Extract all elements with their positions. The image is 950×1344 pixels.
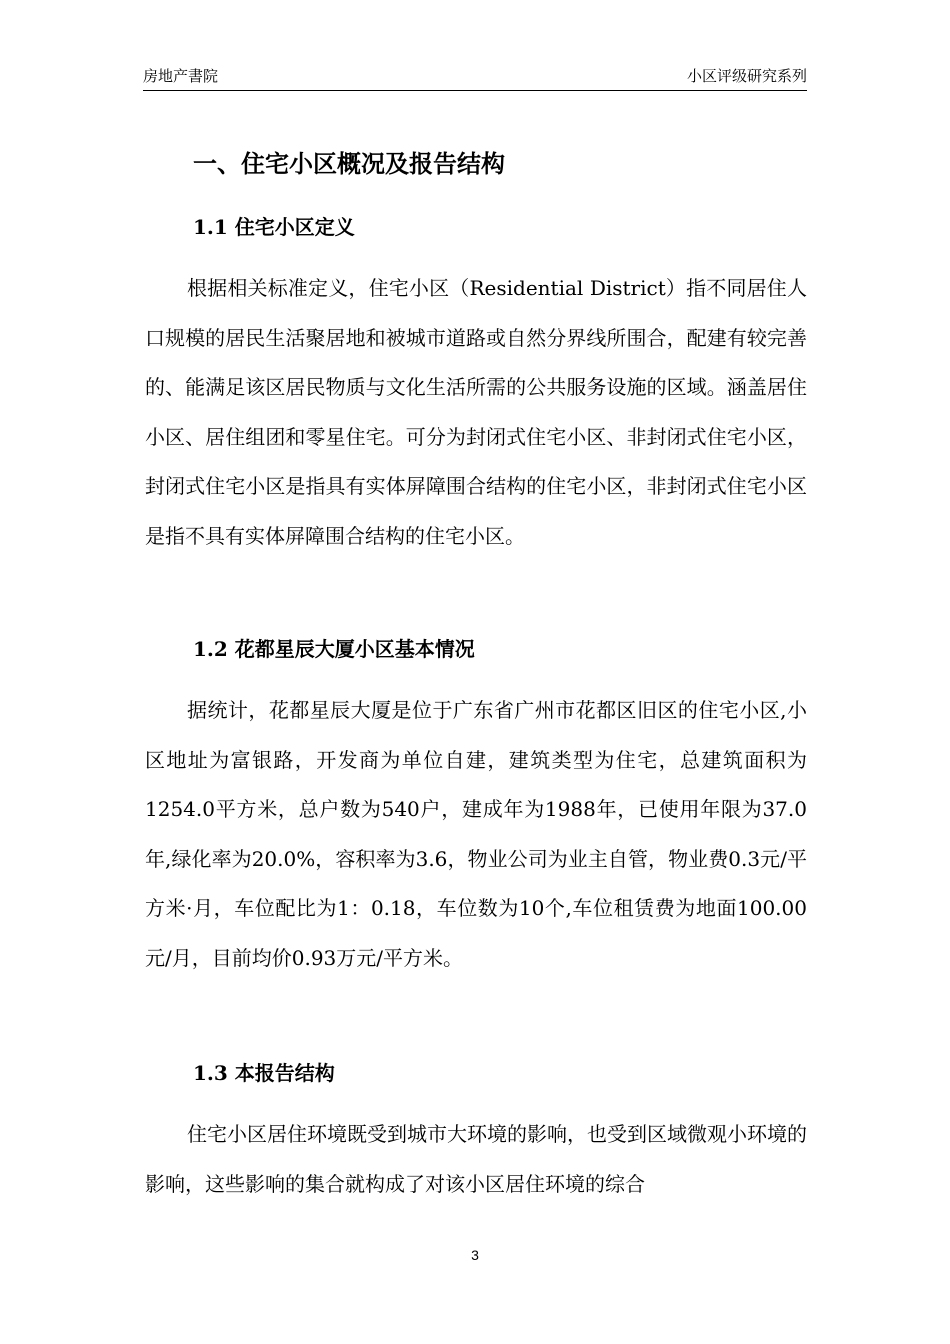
chapter-title: 一、住宅小区概况及报告结构 (193, 149, 505, 178)
section-title-basic-info: 1.2 花都星辰大厦小区基本情况 (193, 637, 475, 661)
header-publisher: 房地产書院 (143, 68, 219, 85)
section-title-definition: 1.1 住宅小区定义 (193, 215, 355, 239)
section-paragraph-basic-info: 据统计，花都星辰大厦是位于广东省广州市花都区旧区的住宅小区,小区地址为富银路，开发商为单位自建，建筑类型为住宅，总建筑面积为1254.0平方米，总户数为540户，建成年为1988年，已使用年限为37.0年,绿化率为20.0%，容积率为3.6，物业公司为业主自管，物业费0.3元/平方米·月，车位配比为1：0.18，车位数为10个,车位租赁费为地面100.00元/月，目前均价0.93万元/平方米。 (145, 698, 807, 970)
section-paragraph-definition: 根据相关标准定义，住宅小区（Residential District）指不同居住人口规模的居民生活聚居地和被城市道路或自然分界线所围合，配建有较完善的、能满足该区居民物质与文化生活所需的公共服务设施的区域。涵盖居住小区、居住组团和零星住宅。可分为封闭式住宅小区、非封闭式住宅小区，封闭式住宅小区是指具有实体屏障围合结构的住宅小区，非封闭式住宅小区是指不具有实体屏障围合结构的住宅小区。 (145, 276, 807, 548)
section-paragraph-report-structure: 住宅小区居住环境既受到城市大环境的影响，也受到区域微观小环境的影响，这些影响的集合就构成了对该小区居住环境的综合 (145, 1122, 807, 1196)
section-title-report-structure: 1.3 本报告结构 (193, 1061, 335, 1085)
page-number: 3 (471, 1247, 479, 1263)
header-series-title: 小区评级研究系列 (686, 68, 807, 85)
page-header (143, 64, 807, 91)
